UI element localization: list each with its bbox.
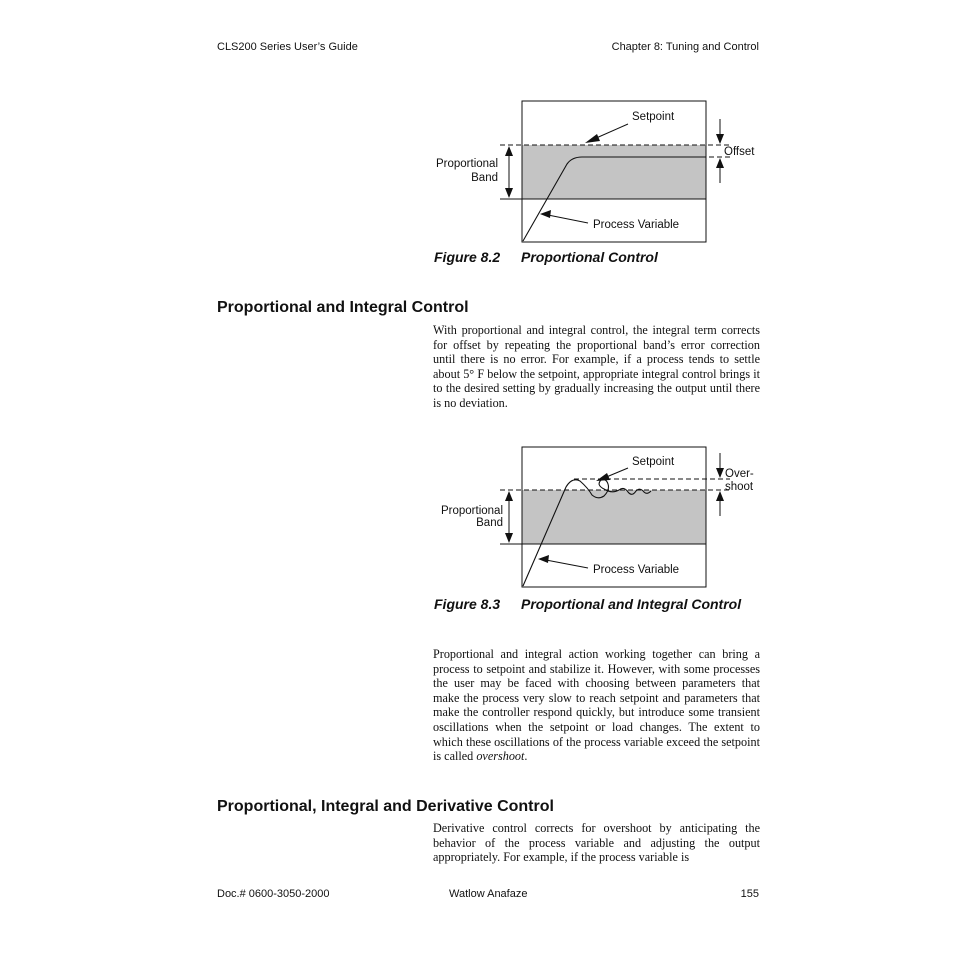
footer-company: Watlow Anafaze [449,888,528,900]
pv-pointer [548,215,588,223]
figure-8-2-caption [434,249,658,265]
overshoot-arrow-bottom-head [716,491,724,501]
section-heading-pi: Proportional and Integral Control [217,299,469,316]
pv-pointer-head [538,555,549,563]
paragraph-overshoot-end: . [524,749,528,764]
setpoint-pointer-head [596,473,610,481]
band-label-line2: Band [471,172,498,184]
proportional-band-area [522,490,706,544]
band-label-line1: Proportional [435,158,498,170]
offset-label: Offset [724,146,755,158]
band-label-line1: Proportional [440,505,503,517]
setpoint-label: Setpoint [632,456,675,468]
overshoot-label-line2: shoot [725,481,754,493]
proportional-band-area [522,145,706,199]
paragraph-pi: With proportional and integral control, the integral term corrects for offset by repeating the proportional band’s error correction until there is no error. For example, if a process tends to settle about 5° F below the setpoint, appropriate integral control brings it to the desired setting by gradually increasing the output until there is no deviation. [433,323,760,410]
caption-title: Proportional and Integral Control [521,596,742,612]
overshoot-term: overshoot [476,749,525,764]
caption-number: Figure 8.2 [434,249,501,265]
pv-label: Process Variable [593,564,680,576]
pv-label: Process Variable [593,219,680,231]
pv-pointer [546,560,588,568]
band-arrow-up-head [505,491,513,501]
paragraph-overshoot-text: Proportional and integral action working together can bring a process to setpoint and stabilize it. However, with some processes the user may be faced with choosing between parameters that make the process very slow to reach setpoint and parameters that make the controller respond quickly, but introduce some transient oscillations when the setpoint or load changes. The extent to which these oscillations of the process variable exceed the setpoint is called [433,647,760,764]
header-guide-title: CLS200 Series User’s Guide [217,41,358,53]
setpoint-pointer [594,124,628,139]
band-arrow-down-head [505,188,513,198]
band-label-line2: Band [476,517,503,529]
overshoot-arrow-top-head [716,468,724,478]
figure-8-2-diagram [420,95,760,250]
paragraph-overshoot [433,647,760,764]
footer-page-number: 155 [740,888,759,900]
footer-doc-number: Doc.# 0600-3050-2000 [217,888,330,900]
figure-8-3-diagram [420,440,760,595]
header-chapter-title: Chapter 8: Tuning and Control [611,41,759,53]
band-arrow-up-head [505,146,513,156]
overshoot-label-line1: Over- [725,468,754,480]
paragraph-pid: Derivative control corrects for overshoot by anticipating the behavior of the process variable and adjusting the output appropriately. For example, if the process variable is [433,821,760,865]
offset-arrow-top-head [716,134,724,144]
band-arrow-down-head [505,533,513,543]
pv-pointer-head [540,210,551,218]
offset-arrow-bottom-head [716,158,724,168]
figure-8-3-caption [434,596,741,612]
setpoint-pointer-head [585,134,600,143]
setpoint-label: Setpoint [632,111,675,123]
section-heading-pid: Proportional, Integral and Derivative Control [217,798,554,815]
caption-title: Proportional Control [521,249,658,265]
caption-number: Figure 8.3 [434,596,501,612]
